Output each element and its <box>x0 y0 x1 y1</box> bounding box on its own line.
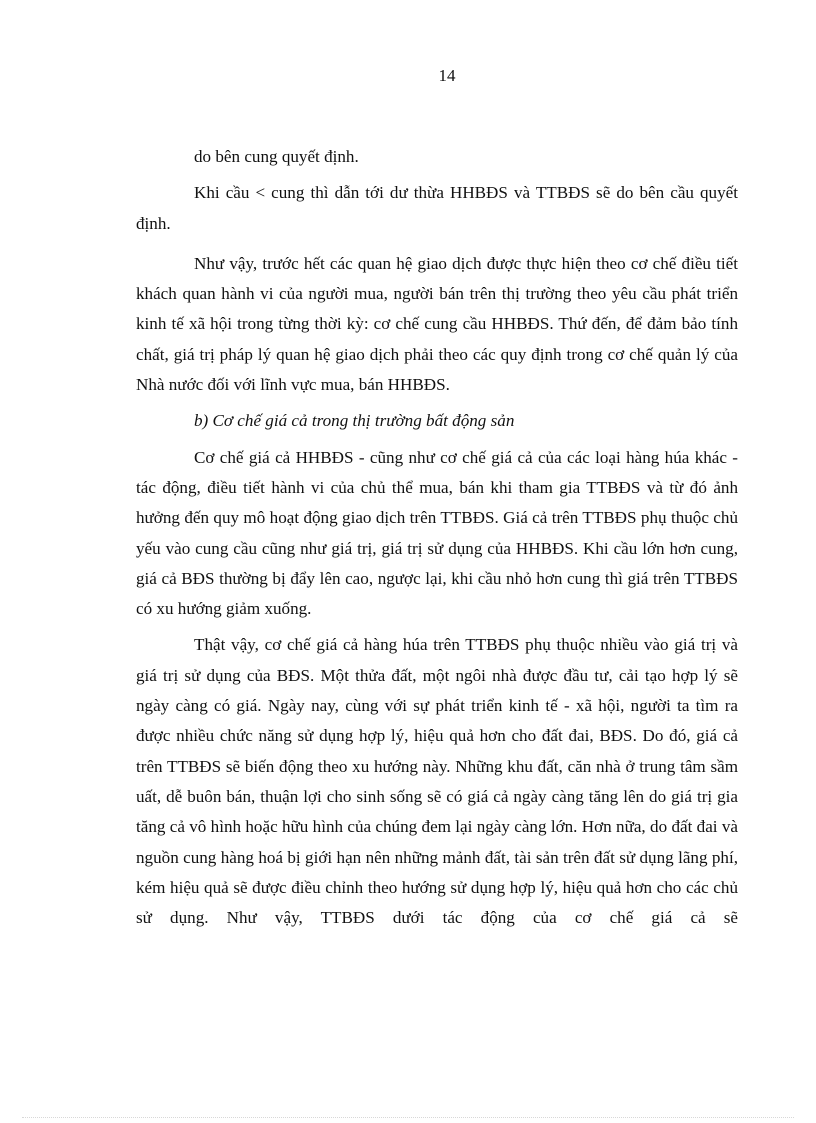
paragraph-continuation: do bên cung quyết định. <box>194 147 359 166</box>
paragraph-supply-demand: Khi cầu < cung thì dẫn tới dư thừa HHBĐS và TTBĐS sẽ do bên cầu quyết định. <box>136 183 738 233</box>
document-body <box>136 142 738 939</box>
paragraph-value-and-use: Thật vậy, cơ chế giá cả hàng húa trên TTBĐS phụ thuộc nhiều vào giá trị và giá trị sử dụng của BĐS. Một thửa đất, một ngôi nhà được đầu tư, cải tạo hợp lý sẽ ngày càng có giá. Ngày nay, cùng với sự phát triển kinh tế - xã hội, người ta tìm ra được nhiều chức năng sử dụng hợp lý, hiệu quả hơn cho đất đai, BĐS. Do đó, giá cả trên TTBĐS sẽ biến động theo xu hướng này. Những khu đất, căn nhà ở trung tâm sầm uất, dễ buôn bán, thuận lợi cho sinh sống sẽ có giá cả ngày càng tăng lên do giá trị gia tăng cả vô hình hoặc hữu hình của chúng đem lại ngày càng lớn. Hơn nữa, do đất đai và nguồn cung hàng hoá bị giới hạn nên những mảnh đất, tài sản trên đất sử dụng lãng phí, kém hiệu quả sẽ được điều chỉnh theo hướng sử dụng hợp lý, hiệu quả hơn cho các chủ sử dụng. Như vậy, TTBĐS dưới tác động của cơ chế giá cả sẽ <box>136 635 738 928</box>
section-heading-price-mechanism: b) Cơ chế giá cả trong thị trường bất động sản <box>194 411 515 431</box>
page-bottom-divider <box>22 1117 794 1118</box>
page-number: 14 <box>438 66 456 85</box>
paragraph-price-mechanism: Cơ chế giá cả HHBĐS - cũng như cơ chế giá cả của các loại hàng húa khác - tác động, điều tiết hành vi của chủ thể mua, bán khi tham gia TTBĐS và từ đó ảnh hưởng đến quy mô hoạt động giao dịch trên TTBĐS. Giá cả trên TTBĐS phụ thuộc chủ yếu vào cung cầu cũng như giá trị, giá trị sử dụng của HHBĐS. Khi cầu lớn hơn cung, giá cả BĐS thường bị đẩy lên cao, ngược lại, khi cầu nhỏ hơn cung thì giá trên TTBĐS có xu hướng giảm xuống. <box>136 447 738 619</box>
paragraph-transaction-mechanism: Như vậy, trước hết các quan hệ giao dịch được thực hiện theo cơ chế điều tiết khách quan hành vi của người mua, người bán trên thị trường theo yêu cầu phát triển kinh tế xã hội trong từng thời kỳ: cơ chế cung cầu HHBĐS. Thứ đến, để đảm bảo tính chất, giá trị pháp lý quan hệ giao dịch phải theo các quy định trong cơ chế quản lý của Nhà nước đối với lĩnh vực mua, bán HHBĐS. <box>136 253 738 395</box>
